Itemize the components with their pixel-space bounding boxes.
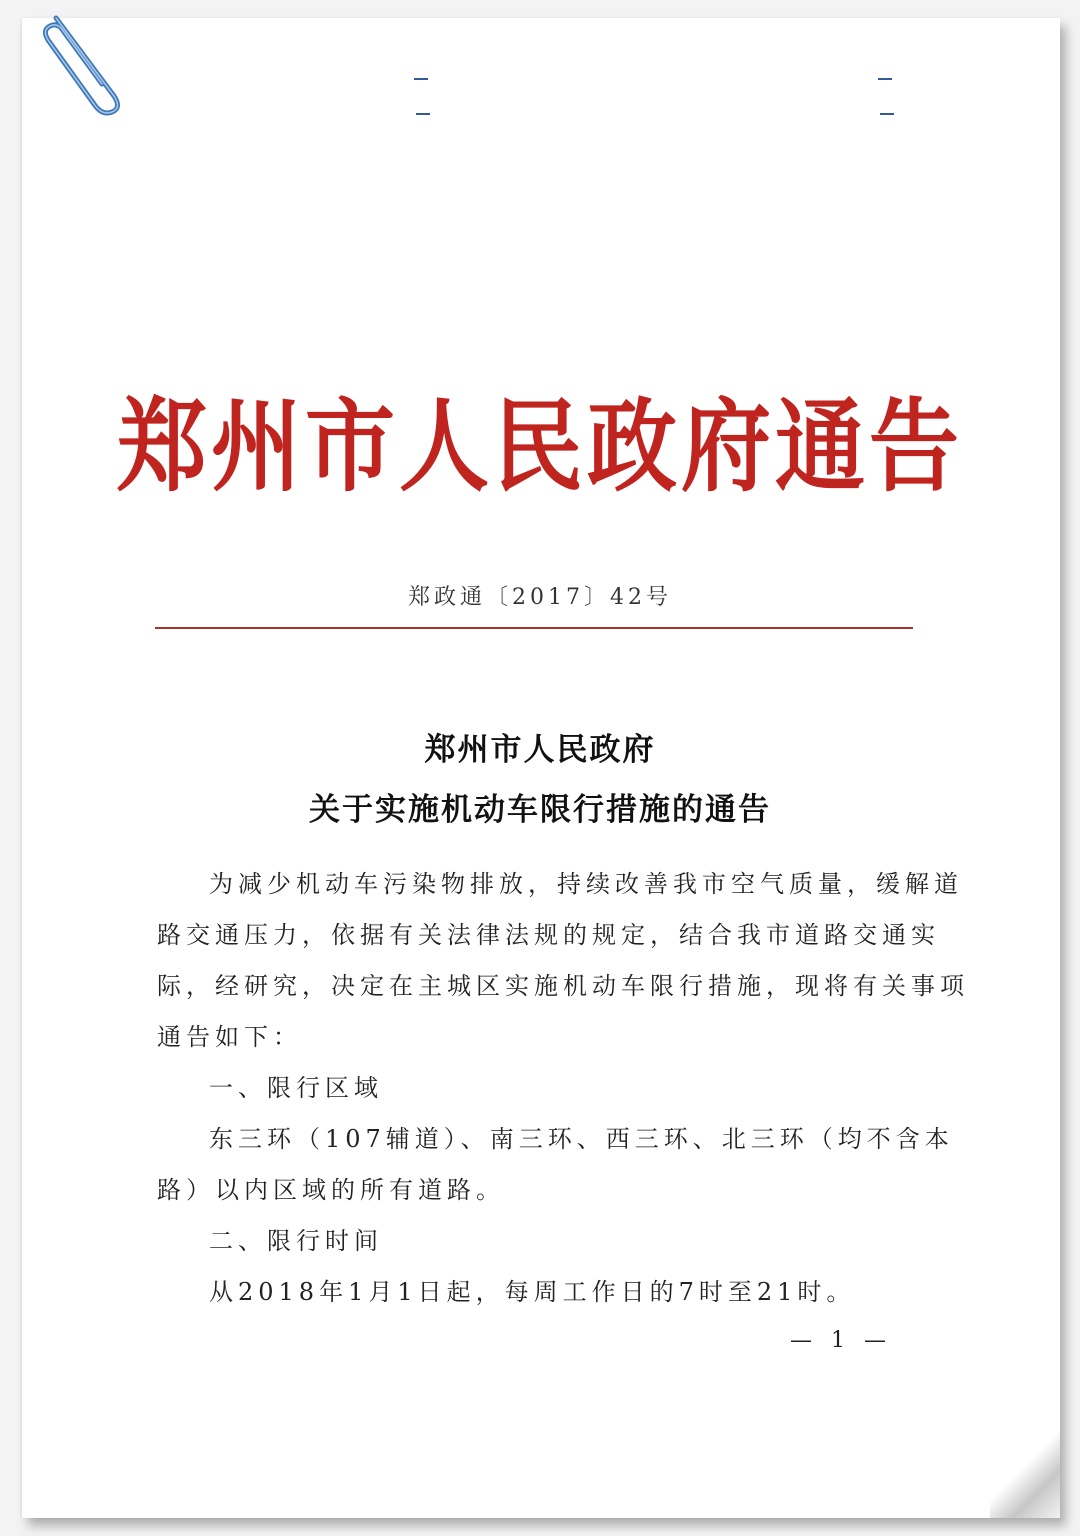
page-curl-shadow [990,1428,1060,1518]
body-line: 路交通压力，依据有关法律法规的规定，结合我市道路交通实 [157,921,940,949]
body-line: 路）以内区域的所有道路。 [157,1176,505,1204]
notice-title-line1: 郑州市人民政府 [424,732,656,768]
section-heading: 二、限行时间 [209,1227,383,1255]
header-divider [155,627,913,629]
body-line: 际，经研究，决定在主城区实施机动车限行措施，现将有关事项 [157,972,969,1000]
agency-header-title: 郑州市人民政府通告 [117,387,963,507]
section-heading: 一、限行区域 [209,1074,383,1102]
body-line: 通告如下： [157,1023,302,1051]
body-line: 从2018年1月1日起，每周工作日的7时至21时。 [209,1278,856,1306]
document-number: 郑政通〔2017〕42号 [408,585,672,610]
paperclip-icon [34,0,134,120]
registration-mark [414,78,428,80]
registration-mark [416,113,430,115]
page-number: — 1 — [790,1328,892,1353]
notice-title-line2: 关于实施机动车限行措施的通告 [309,792,771,828]
registration-mark [880,113,894,115]
body-line: 东三环（107辅道）、南三环、西三环、北三环（均不含本 [209,1125,954,1153]
registration-mark [878,78,892,80]
body-line: 为减少机动车污染物排放，持续改善我市空气质量，缓解道 [209,870,963,898]
